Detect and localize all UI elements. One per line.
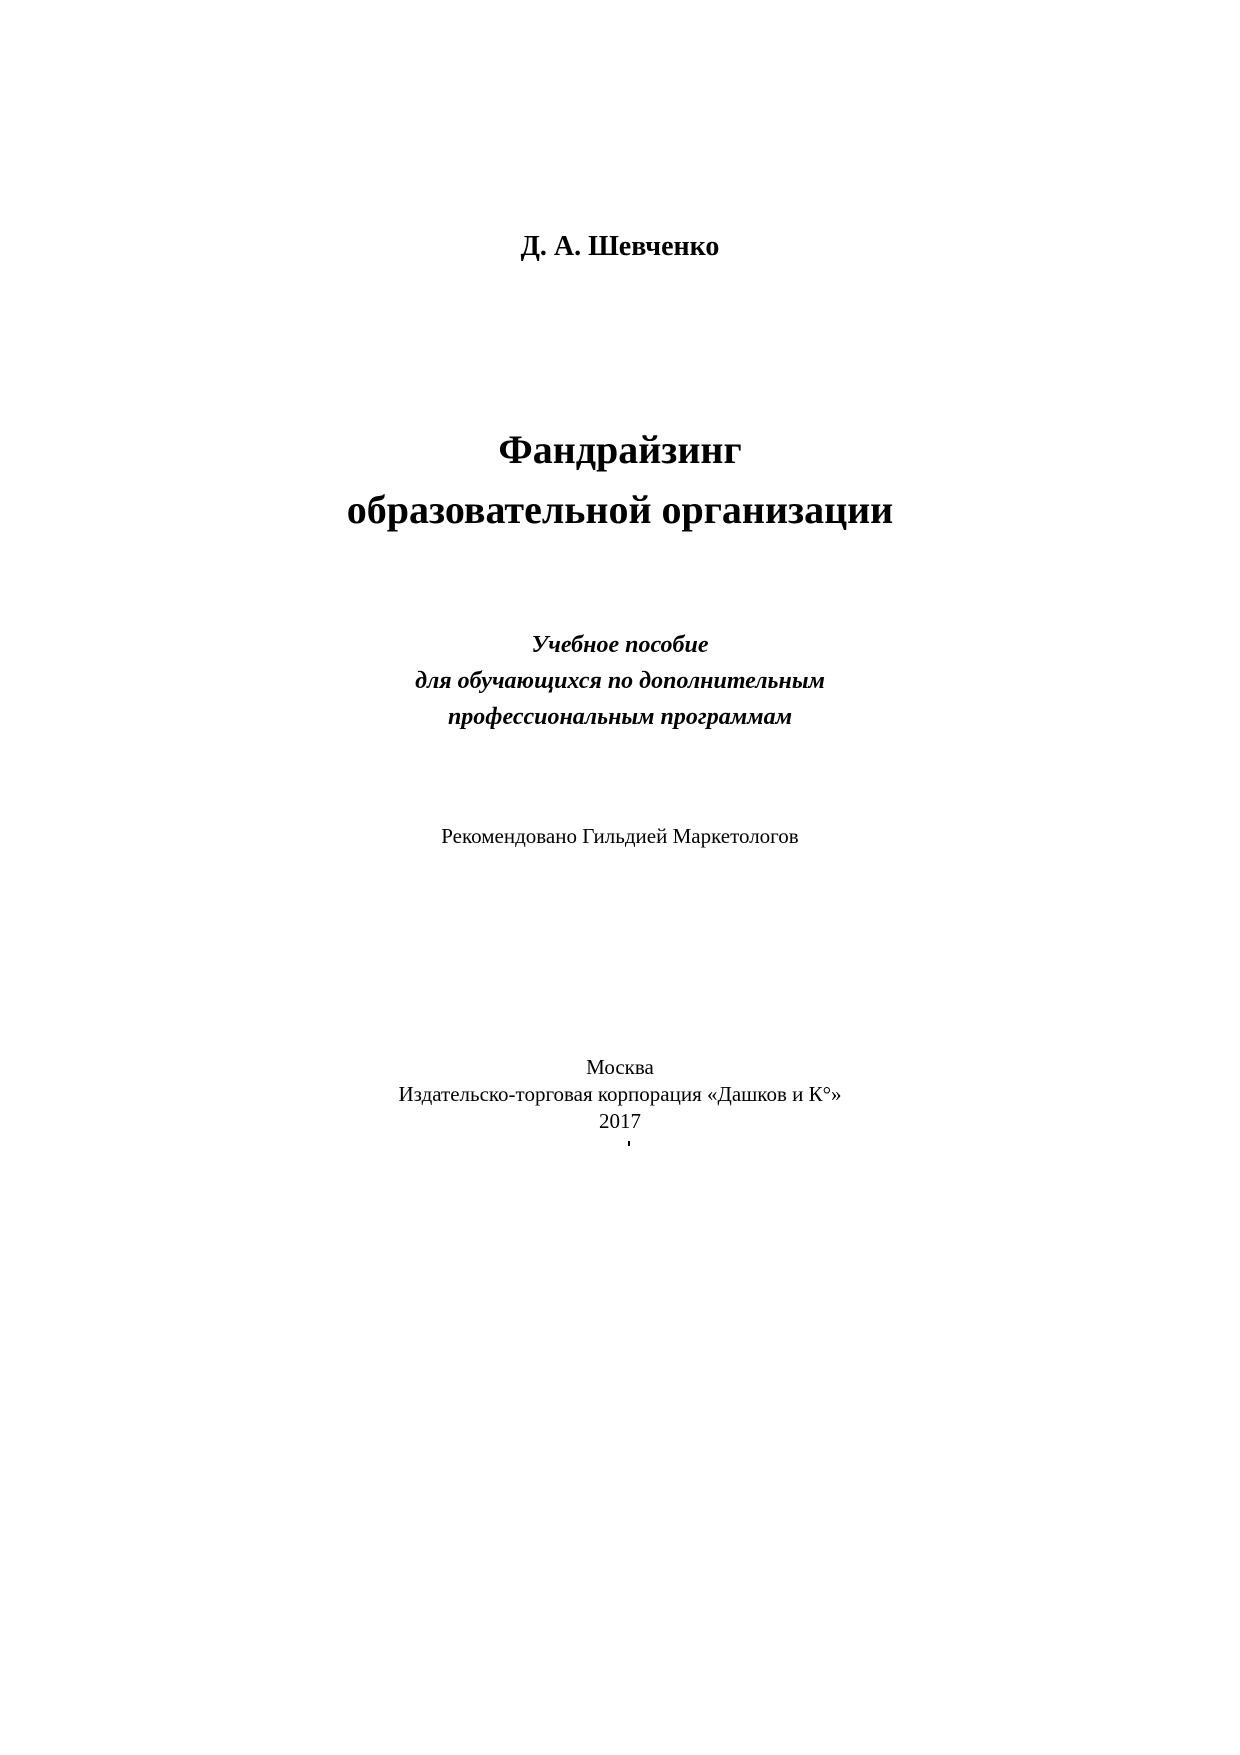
page-mark bbox=[628, 1141, 630, 1146]
book-title-line-2: образовательной организации bbox=[346, 487, 894, 532]
book-subtitle-line-1: Учебное пособие bbox=[531, 632, 709, 658]
book-subtitle-line-3: профессиональным программам bbox=[447, 704, 793, 730]
recommendation-note: Рекомендовано Гильдией Маркетологов bbox=[441, 824, 799, 848]
book-subtitle bbox=[0, 627, 1240, 735]
imprint-publisher: Издательско-торговая корпорация «Дашков и К°» bbox=[398, 1082, 842, 1106]
book-subtitle-line-2: для обучающихся по дополнительным bbox=[415, 668, 825, 694]
book-title-line-1: Фандрайзинг bbox=[498, 427, 742, 472]
imprint-year: 2017 bbox=[599, 1109, 641, 1133]
author-name: Д. А. Шевченко bbox=[520, 231, 720, 262]
publisher-imprint bbox=[0, 1054, 1240, 1135]
imprint-city: Москва bbox=[586, 1055, 654, 1079]
book-title bbox=[0, 420, 1240, 540]
